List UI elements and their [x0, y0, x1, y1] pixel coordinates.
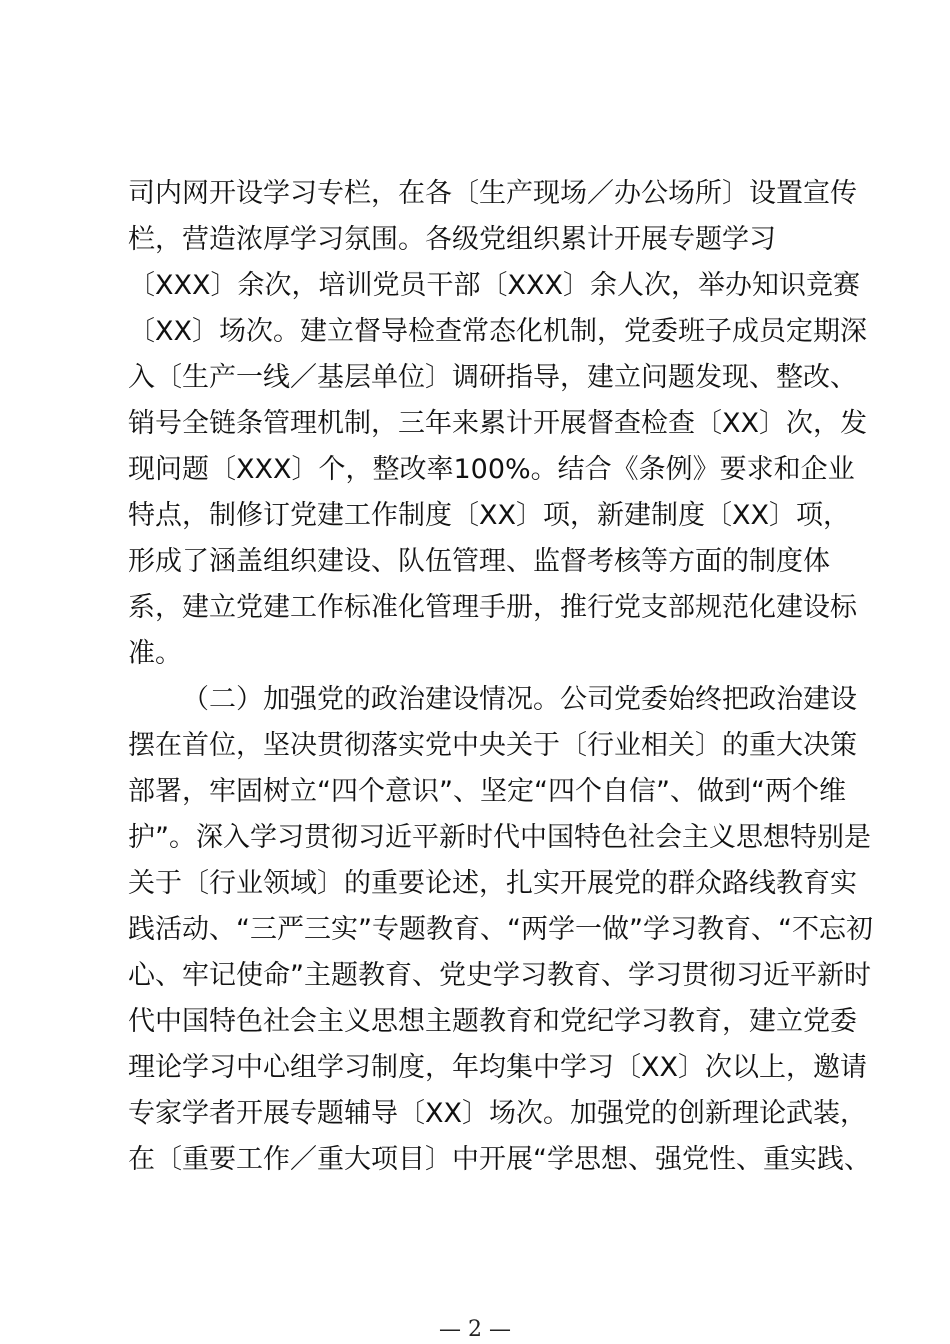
text-line: 形成了涵盖组织建设、队伍管理、监督考核等方面的制度体: [128, 546, 830, 577]
text-line: 准。: [128, 638, 182, 669]
text-line: 入〔生产一线／基层单位〕调研指导，建立问题发现、整改、: [128, 362, 857, 393]
text-line: 理论学习中心组学习制度，年均集中学习〔XX〕次以上，邀请: [128, 1052, 867, 1083]
text-line: 心、牢记使命”主题教育、党史学习教育、学习贯彻习近平新时: [128, 960, 871, 991]
text-line: 〔XX〕场次。建立督导检查常态化机制，党委班子成员定期深: [128, 316, 867, 347]
text-line: 〔XXX〕余次，培训党员干部〔XXX〕余人次，举办知识竞赛: [128, 270, 860, 301]
text-line: 专家学者开展专题辅导〔XX〕场次。加强党的创新理论武装，: [128, 1098, 867, 1129]
page-number: — 2 —: [439, 1317, 511, 1342]
text-line: 代中国特色社会主义思想主题教育和党纪学习教育，建立党委: [128, 1006, 857, 1037]
text-line: 特点，制修订党建工作制度〔XX〕项，新建制度〔XX〕项，: [128, 500, 850, 531]
text-line: 司内网开设学习专栏，在各〔生产现场／办公场所〕设置宣传: [128, 178, 857, 209]
text-line: 系，建立党建工作标准化管理手册，推行党支部规范化建设标: [128, 592, 857, 623]
text-line: 在〔重要工作／重大项目〕中开展“学思想、强党性、重实践、: [128, 1144, 871, 1175]
text-line: 栏，营造浓厚学习氛围。各级党组织累计开展专题学习: [128, 224, 776, 255]
text-line: 践活动、“三严三实”专题教育、“两学一做”学习教育、“不忘初: [128, 914, 873, 945]
text-line: 部署，牢固树立“四个意识”、坚定“四个自信”、做到“两个维: [128, 776, 846, 807]
text-line: 摆在首位，坚决贯彻落实党中央关于〔行业相关〕的重大决策: [128, 730, 857, 761]
text-line: 关于〔行业领域〕的重要论述，扎实开展党的群众路线教育实: [128, 868, 857, 899]
section-heading-line: （二）加强党的政治建设情况。公司党委始终把政治建设: [182, 684, 857, 715]
text-line: 护”。深入学习贯彻习近平新时代中国特色社会主义思想特别是: [128, 822, 871, 853]
text-line: 现问题〔XXX〕个，整改率100%。结合《条例》要求和企业: [128, 454, 855, 485]
text-line: 销号全链条管理机制，三年来累计开展督查检查〔XX〕次，发: [128, 408, 867, 439]
